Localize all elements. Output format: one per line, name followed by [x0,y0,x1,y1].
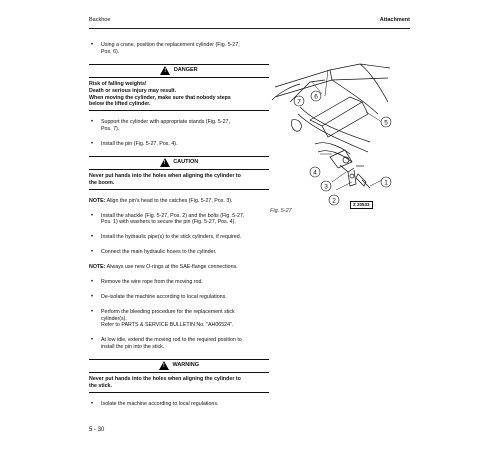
position-callout: 1 [384,179,388,187]
list-item: • De-isolate the machine according to local regulations. [89,294,269,301]
position-callout: 4 [313,169,317,177]
list-item: • Using a crane, position the replacement cylinder (Fig. 5-27, Pos. 6). [89,42,269,56]
danger-box [89,64,269,112]
danger-header [89,66,269,78]
figure-caption: Fig. 5-27 [270,208,292,214]
warning-box [89,359,269,393]
warning-triangle-icon: ! [160,158,170,167]
danger-label: DANGER [173,66,198,73]
danger-text: Risk of falling weights! Death or serious injury may result. When moving the cylinder, make sure that nobody steps below the lifted cylinder. [89,80,231,108]
caution-header [89,158,269,170]
list-item: • Perform the bleeding procedure for the replacement stick cylinder(s). Refer to PARTS & SERVICE BULLETIN No. "AH06524". [89,309,269,330]
warning-triangle-icon: ! [159,361,169,370]
note: NOTE: Align the pin's head to the catches (Fig. 5-27, Pos. 3). [89,197,233,204]
page-number: 5 - 30 [89,427,105,433]
header-section-title: Backhoe [89,17,111,23]
position-callout: 3 [324,183,328,191]
list-item: • Support the cylinder with appropriate stands (Fig. 5-27, Pos. 7). [89,119,269,133]
caution-text: Never put hands into the holes when aligning the cylinder to the boom. [89,172,241,186]
header-chapter-title: Attachment [379,17,410,23]
page-header [89,17,410,29]
warning-text: Never put hands into the holes when aligning the cylinder to the stick. [89,376,241,389]
warning-header [89,361,269,373]
warning-triangle-icon: ! [160,66,170,75]
list-item: • Isolate the machine according to local regulations. [89,401,269,408]
position-callout: 2 [332,197,336,205]
list-item: • Install the shackle (Fig. 5-27, Pos. 2) and the bolts (Fig. 5-27, Pos. 1) with washers to secure the pin (Fig. 5-27, Pos. 4). [89,213,269,227]
warning-label: WARNING [172,361,200,368]
position-callout: 5 [384,119,388,127]
cylinder-installation-illustration [270,62,392,210]
figure-id: Z 20533 [350,201,373,209]
list-item: • Connect the main hydraulic hoses to the cylinder. [89,249,269,256]
position-callout: 7 [297,98,301,106]
caution-box [89,156,269,190]
position-callout: 6 [314,93,318,101]
caution-label: CAUTION [173,158,199,165]
note: NOTE: Always use new O-rings at the SAE-flange connections. [89,264,238,270]
list-item: • Remove the wire rope from the moving rod. [89,279,269,286]
list-item: • Install the hydraulic pipe(s) to the stick cylinders, if required. [89,234,269,241]
main-text-column [89,42,269,416]
list-item: • At low idle, extend the moving rod to the required position to install the pin into the stick. [89,337,269,351]
list-item: • Install the pin (Fig. 5-27, Pos. 4). [89,141,269,148]
